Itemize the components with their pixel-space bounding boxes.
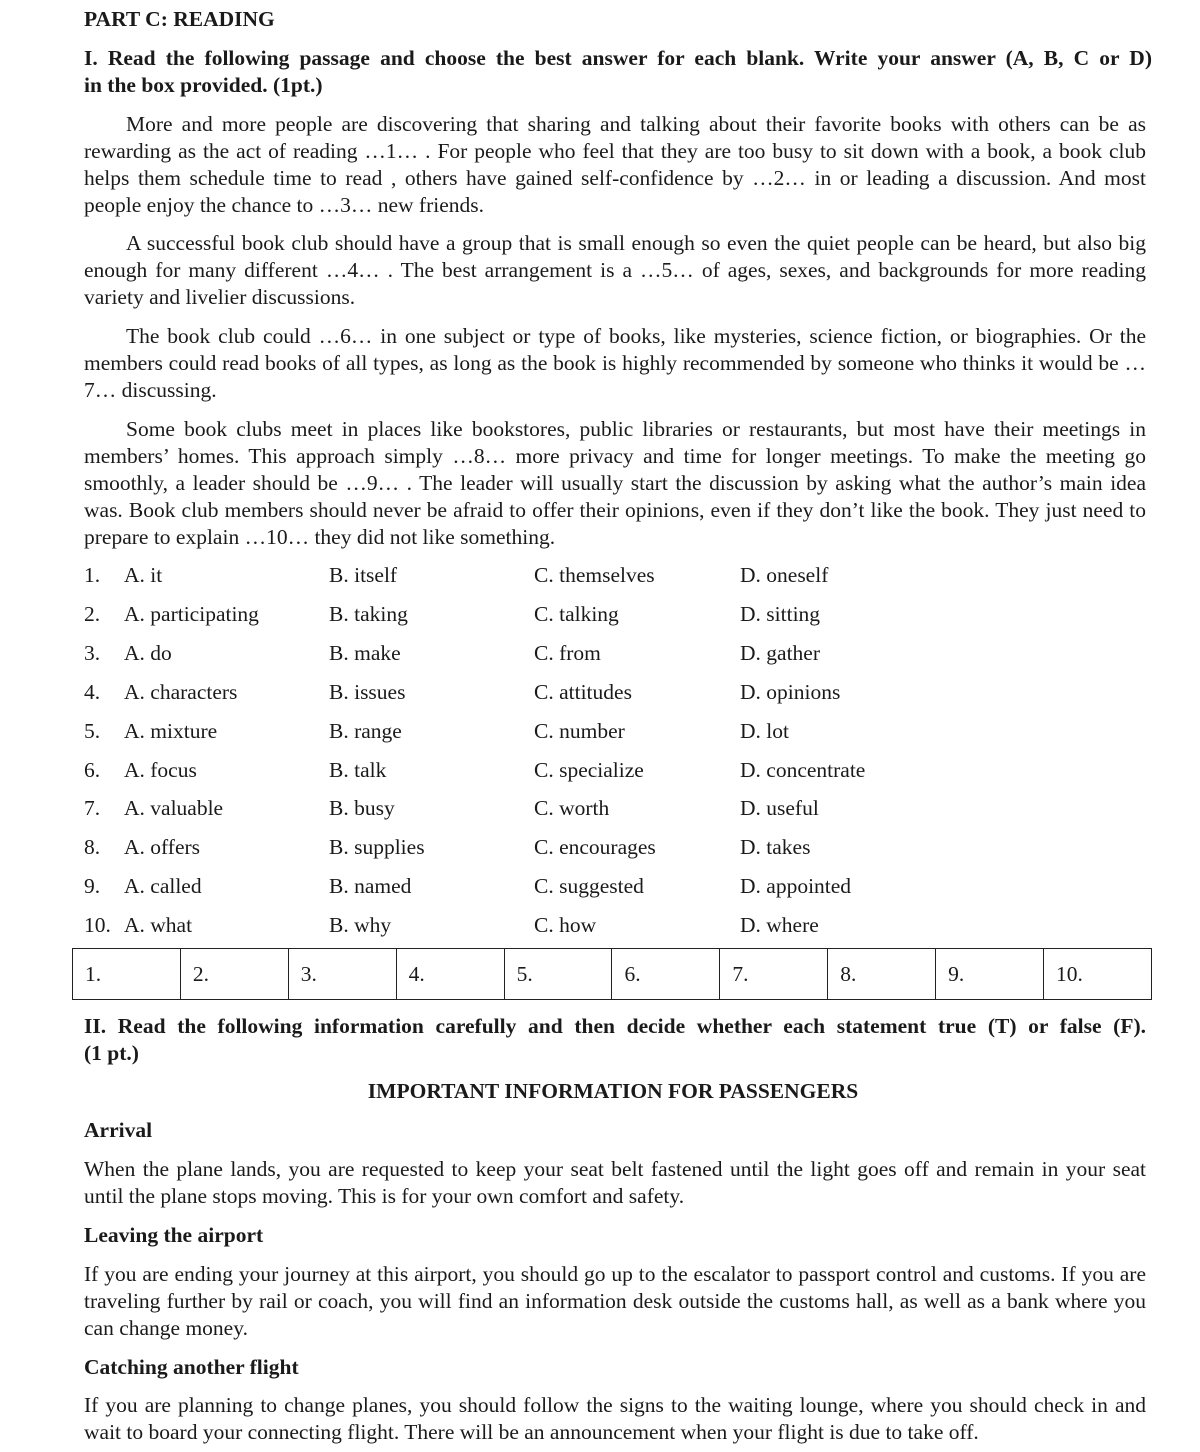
- section2-instruction-line1: II. Read the following information carefully and then decide whether each statement true (T) or false (F).: [84, 1014, 1146, 1038]
- option-b: B. talk: [329, 758, 387, 782]
- option-b: B. itself: [329, 563, 398, 587]
- question-row-8: [84, 834, 984, 861]
- answer-box-10[interactable]: 10.: [1044, 949, 1152, 1000]
- option-a: A. offers: [124, 835, 201, 859]
- option-a: A. what: [124, 913, 193, 937]
- section1-instruction-line2: in the box provided. (1pt.): [84, 73, 323, 97]
- passage-text: The book club could …6… in one subject or type of books, like mysteries, science fiction, or biographies. Or the members could read books of all types, as long as the book is highly recommended by someone who thinks it would be …7… discussing.: [84, 324, 1146, 402]
- question-number: 5.: [84, 719, 101, 743]
- question-number: 2.: [84, 602, 101, 626]
- option-a: A. participating: [124, 602, 259, 626]
- option-c: C. talking: [534, 602, 619, 626]
- answer-box-2[interactable]: 2.: [180, 949, 288, 1000]
- leaving-heading: Leaving the airport: [84, 1223, 264, 1247]
- option-d: D. oneself: [740, 563, 829, 587]
- option-a: A. called: [124, 874, 202, 898]
- answer-box-1[interactable]: 1.: [73, 949, 181, 1000]
- answer-box-table: [72, 948, 1152, 1000]
- passage-paragraph-2: [84, 230, 1146, 311]
- option-d: D. where: [740, 913, 819, 937]
- question-number: 7.: [84, 796, 101, 820]
- option-d: D. opinions: [740, 680, 841, 704]
- option-a: A. focus: [124, 758, 197, 782]
- section1-instruction-line1: I. Read the following passage and choose the best answer for each blank. Write your answer (A, B, C or D): [84, 46, 1152, 70]
- passage-text: Some book clubs meet in places like bookstores, public libraries or restaurants, but most have their meetings in members’ homes. This approach simply …8… more privacy and time for longer meetings. To make the meeting go smoothly, a leader should be …9… . The leader will usually start the discussion by asking what the author’s main idea was. Book club members should never be afraid to offer their opinions, even if they don’t like the book. They just need to prepare to explain …10… they did not like something.: [84, 417, 1146, 549]
- question-number: 9.: [84, 874, 101, 898]
- question-number: 4.: [84, 680, 101, 704]
- part-title: PART C: READING: [84, 7, 275, 31]
- answer-box-7[interactable]: 7.: [720, 949, 828, 1000]
- answer-box-3[interactable]: 3.: [288, 949, 396, 1000]
- answer-box-8[interactable]: 8.: [828, 949, 936, 1000]
- passage-paragraph-3: [84, 323, 1146, 404]
- option-b: B. make: [329, 641, 401, 665]
- option-c: C. suggested: [534, 874, 644, 898]
- answer-box-9[interactable]: 9.: [936, 949, 1044, 1000]
- question-row-5: [84, 718, 984, 745]
- option-a: A. mixture: [124, 719, 218, 743]
- answer-box-6[interactable]: 6.: [612, 949, 720, 1000]
- option-b: B. why: [329, 913, 392, 937]
- section2-instruction-line2: (1 pt.): [84, 1041, 139, 1065]
- option-d: D. concentrate: [740, 758, 866, 782]
- option-c: C. how: [534, 913, 597, 937]
- option-b: B. range: [329, 719, 402, 743]
- passage-text: A successful book club should have a group that is small enough so even the quiet people can be heard, but also big enough for many different …4… . The best arrangement is a …5… of ages, sexes, and backgrounds for more reading variety and livelier discussions.: [84, 231, 1146, 309]
- option-b: B. named: [329, 874, 412, 898]
- question-number: 10.: [84, 913, 111, 937]
- answer-box-row: [73, 949, 1152, 1000]
- question-number: 6.: [84, 758, 101, 782]
- question-number: 1.: [84, 563, 101, 587]
- option-d: D. lot: [740, 719, 789, 743]
- answer-box-5[interactable]: 5.: [504, 949, 612, 1000]
- option-d: D. gather: [740, 641, 820, 665]
- answer-box-4[interactable]: 4.: [396, 949, 504, 1000]
- question-row-7: [84, 795, 984, 822]
- option-c: C. specialize: [534, 758, 644, 782]
- catching-text: If you are planning to change planes, you should follow the signs to the waiting lounge, where you should check in and wait to board your connecting flight. There will be an announcement when your flight is due to take off.: [84, 1393, 1146, 1444]
- question-row-10: [84, 912, 984, 939]
- option-a: A. characters: [124, 680, 238, 704]
- arrival-text: When the plane lands, you are requested to keep your seat belt fastened until the light goes off and remain in your seat until the plane stops moving. This is for your own comfort and safety.: [84, 1157, 1146, 1208]
- option-c: C. worth: [534, 796, 610, 820]
- catching-heading: Catching another flight: [84, 1355, 299, 1379]
- passage-paragraph-1: [84, 111, 1146, 219]
- option-b: B. taking: [329, 602, 408, 626]
- option-c: C. themselves: [534, 563, 655, 587]
- question-row-1: [84, 562, 984, 589]
- option-c: C. attitudes: [534, 680, 632, 704]
- option-d: D. appointed: [740, 874, 852, 898]
- option-b: B. issues: [329, 680, 406, 704]
- option-b: B. supplies: [329, 835, 425, 859]
- passage-text: More and more people are discovering that sharing and talking about their favorite books with others can be as rewarding as the act of reading …1… . For people who feel that they are too busy to sit down with a book, a book club helps them schedule time to read , others have gained self-confidence by …2… in or leading a discussion. And most people enjoy the chance to …3… new friends.: [84, 112, 1146, 217]
- arrival-heading: Arrival: [84, 1118, 153, 1142]
- option-a: A. it: [124, 563, 163, 587]
- leaving-text: If you are ending your journey at this airport, you should go up to the escalator to passport control and customs. If you are traveling further by rail or coach, you will find an information desk outside the customs hall, as well as a bank where you can change money.: [84, 1262, 1146, 1340]
- option-c: C. from: [534, 641, 601, 665]
- option-c: C. encourages: [534, 835, 656, 859]
- option-c: C. number: [534, 719, 625, 743]
- question-row-2: [84, 601, 984, 628]
- option-a: A. do: [124, 641, 172, 665]
- option-b: B. busy: [329, 796, 395, 820]
- option-d: D. takes: [740, 835, 811, 859]
- question-number: 3.: [84, 641, 101, 665]
- passage-paragraph-4: [84, 416, 1146, 551]
- question-row-3: [84, 640, 984, 667]
- notice-title: IMPORTANT INFORMATION FOR PASSENGERS: [367, 1079, 859, 1103]
- question-row-6: [84, 757, 984, 784]
- option-a: A. valuable: [124, 796, 224, 820]
- option-d: D. sitting: [740, 602, 821, 626]
- question-row-9: [84, 873, 984, 900]
- question-row-4: [84, 679, 984, 706]
- question-number: 8.: [84, 835, 101, 859]
- option-d: D. useful: [740, 796, 819, 820]
